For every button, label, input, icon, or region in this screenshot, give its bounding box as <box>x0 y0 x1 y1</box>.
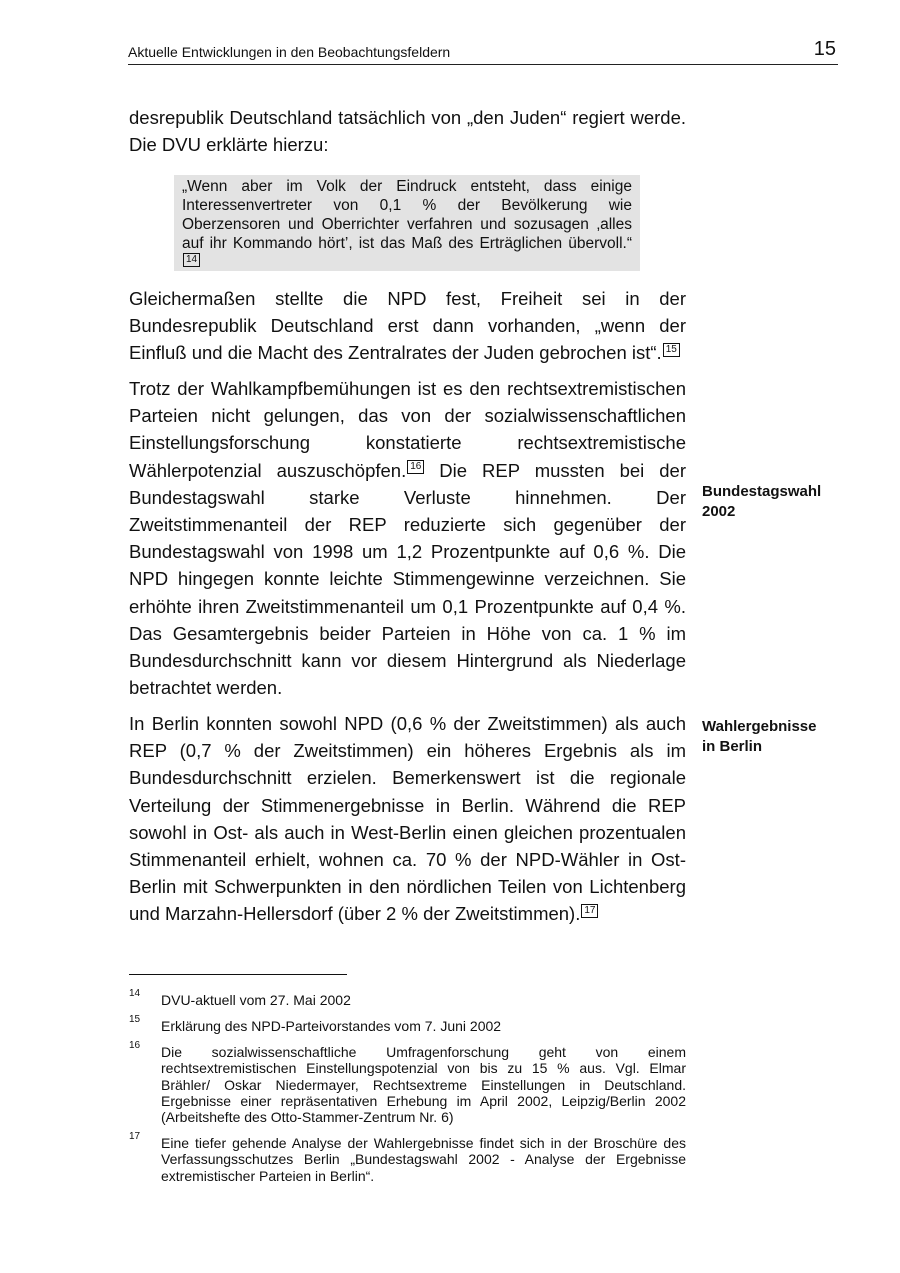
footnote-number: 14 <box>129 988 141 999</box>
block-quote-text <box>182 177 632 273</box>
footnote-ref-15[interactable]: 15 <box>663 343 680 357</box>
margin-note-wahlergebnisse <box>702 717 852 757</box>
margin-note-line: 2002 <box>702 503 736 520</box>
margin-note-line: in Berlin <box>702 738 763 755</box>
paragraph-4 <box>129 710 686 928</box>
running-title: Aktuelle Entwicklungen in den Beobachtungsfeldern <box>128 44 451 60</box>
page-number: 15 <box>813 38 836 60</box>
paragraph-2-text: Gleichermaßen stellte die NPD fest, Freiheit sei in der Bundesrepublik Deutschland erst dann vorhanden, „wenn der Einfluß und die Macht des Zentralrates der Juden gebrochen ist“. <box>129 288 686 364</box>
margin-note-bundestagswahl <box>702 482 852 522</box>
paragraph-1-text: desrepublik Deutschland tatsächlich von „den Juden“ regiert werde. Die DVU erklärte hierzu: <box>129 107 686 156</box>
page-header <box>128 38 838 65</box>
paragraph-2 <box>129 285 686 367</box>
block-quote <box>174 175 640 271</box>
paragraph-3 <box>129 375 686 701</box>
footnote-number: 16 <box>129 1040 141 1051</box>
footnote-text: DVU-aktuell vom 27. Mai 2002 <box>161 992 351 1008</box>
margin-note-line: Bundestagswahl <box>702 483 822 500</box>
footnote-text: Eine tiefer gehende Analyse der Wahlergebnisse findet sich in der Broschüre des Verfassungsschutzes Berlin „Bundestagswahl 2002 - Analyse der Ergebnisse extremistischer Parteien in Berlin“. <box>161 1135 686 1184</box>
quote-text: „Wenn aber im Volk der Eindruck entsteht, dass einige Interessenvertreter von 0,1 % der Bevölkerung wie Oberzensoren und Oberrichter verfahren und sozusagen ‚alles auf ihr Kommando hört’, ist das Maß des Erträglichen übervoll.“ <box>182 178 632 252</box>
paragraph-4-text: In Berlin konnten sowohl NPD (0,6 % der Zweitstimmen) als auch REP (0,7 % der Zweitstimmen) ein höheres Ergebnis als im Bundesdurchschnitt erzielen. Bemerkenswert ist die regionale Verteilung der Stimmenergebnisse in Berlin. Während die REP sowohl in Ost- als auch in West-Berlin einen gleichen prozentualen Stimmenanteil erhielt, wohnen ca. 70 % der NPD-Wähler in Ost-Berlin mit Schwerpunkten in den nördlichen Teilen von Lichtenberg und Marzahn-Hellersdorf (über 2 % der Zweitstimmen). <box>129 713 686 925</box>
footnote-number: 17 <box>129 1131 141 1142</box>
footnote-ref-16[interactable]: 16 <box>407 460 424 474</box>
footnote-number: 15 <box>129 1014 141 1025</box>
paragraph-1 <box>129 104 686 158</box>
footnote-divider <box>129 974 347 975</box>
footnote-text: Erklärung des NPD-Parteivorstandes vom 7. Juni 2002 <box>161 1018 502 1034</box>
paragraph-3-text-b: Die REP mussten bei der Bundestagswahl starke Verluste hinnehmen. Der Zweitstimmenanteil der REP reduzierte sich gegenüber der Bundestagswahl von 1998 um 1,2 Prozentpunkte auf 0,6 %. Die NPD hingegen konnte leichte Stimmengewinne verzeichnen. Sie erhöhte ihren Zweitstimmenanteil um 0,1 Prozentpunkte auf 0,4 %. Das Gesamtergebnis beider Parteien in Höhe von ca. 1 % im Bundesdurchschnitt kann vor diesem Hintergrund als Niederlage betrachtet werden. <box>129 459 686 699</box>
footnote-ref-17[interactable]: 17 <box>581 904 598 918</box>
footnote-ref-14[interactable]: 14 <box>183 253 200 267</box>
footnote-text: Die sozialwissenschaftliche Umfragenforschung geht von einem rechtsextremistischen Einstellungspotenzial von bis zu 15 % aus. Vgl. Elmar Brähler/ Oskar Niedermayer, Rechtsextreme Einstellungen in Deutschland. Ergebnisse einer repräsentativen Erhebung im April 2002, Leipzig/Berlin 2002 (Arbeitshefte des Otto-Stammer-Zentrum Nr. 6) <box>161 1044 686 1126</box>
margin-note-line: Wahlergebnisse <box>702 718 817 735</box>
paragraph-3-text-a: Trotz der Wahlkampfbemühungen ist es den rechtsextremistischen Parteien nicht gelungen, das von der sozialwissenschaftlichen Einstellungsforschung konstatierte rechtsextremistische Wählerpotenzial auszuschöpfen. <box>129 378 686 481</box>
